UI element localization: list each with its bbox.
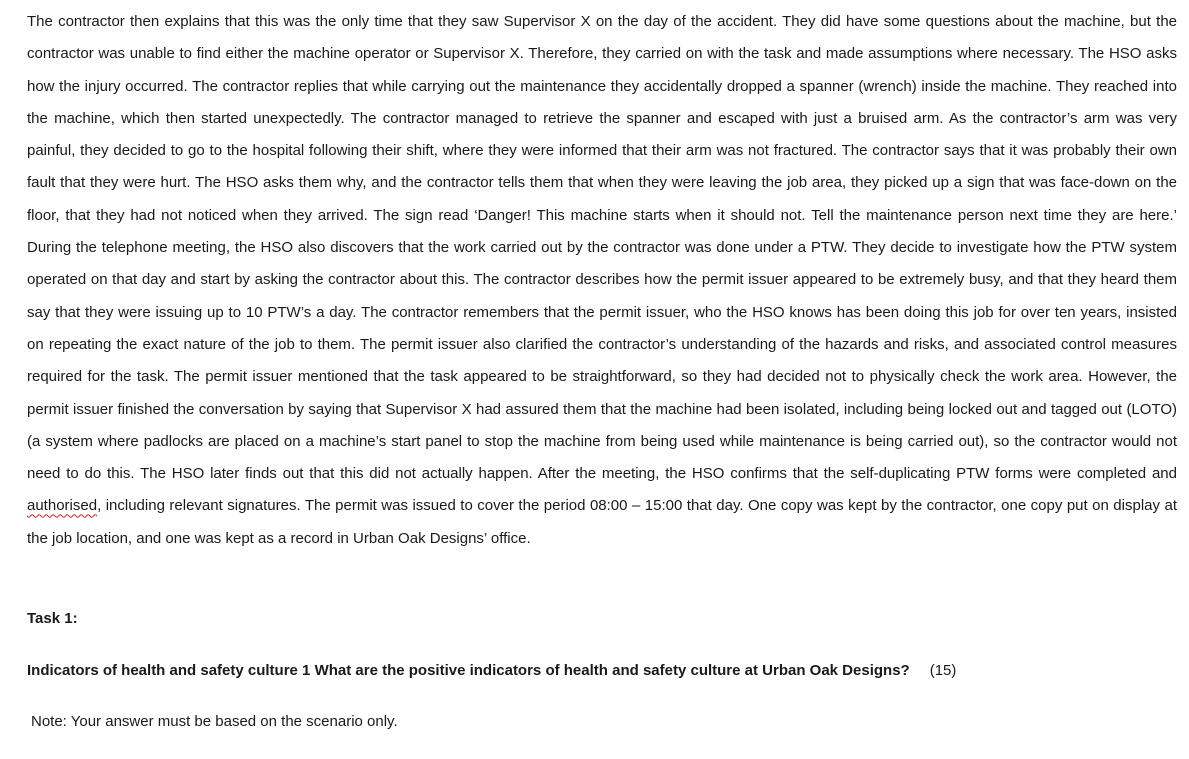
misspelled-word[interactable]: authorised (27, 497, 98, 515)
scenario-text-part1: The contractor then explains that this was the only time that they saw Supervisor X on the day of the accident. They did have some questions about the machine, but the contractor was unable to find either the machine operator or Supervisor X. Therefore, they carried on with the task and made assumptions where necessary. The HSO asks how the injury occurred. The contractor replies that while carrying out the maintenance they accidentally dropped a spanner (wrench) inside the machine. They reached into the machine, which then started unexpectedly. The contractor managed to retrieve the spanner and escaped with just a bruised arm. As the contractor’s arm was very painful, they decided to go to the hospital following their shift, where they were informed that their arm was not fractured. The contractor says that it was probably their own fault that they were hurt. The HSO asks them why, and the contractor tells them that when they were leaving the job area, they picked up a sign that was face-down on the floor, that they had not noticed when they arrived. The sign read ‘Danger! This machine starts when it should not. Tell the maintenance person next time they are here.’ During the telephone meeting, the HSO also discovers that the work carried out by the contractor was done under a PTW. They decide to investigate how the PTW system operated on that day and start by asking the contractor about this. The contractor describes how the permit issuer appeared to be extremely busy, and that they heard them say that they were issuing up to 10 PTW’s a day. The contractor remembers that the permit issuer, who the HSO knows has been doing this job for over ten years, insisted on repeating the exact nature of the job to them. The permit issuer also clarified the contractor’s understanding of the hazards and risks, and associated control measures required for the task. The permit issuer mentioned that the task appeared to be straightforward, so they had decided not to physically check the work area. However, the permit issuer finished the conversation by saying that Supervisor X had assured them that the machine had been isolated, including being locked out and tagged out (LOTO) (a system where padlocks are placed on a machine’s start panel to stop the machine from being used while maintenance is being carried out), so the contractor would not need to do this. The HSO later finds out that this did not actually happen. After the meeting, the HSO confirms that the self-duplicating PTW forms were completed and (27, 13, 1177, 483)
answer-note: Note: Your answer must be based on the scenario only. (31, 713, 398, 730)
task-heading: Task 1: (27, 610, 78, 627)
scenario-text-part2: , including relevant signatures. The permit was issued to cover the period 08:00 – 15:00 that day. One copy was kept by the contractor, one copy put on display at the job location, and one was kept as a record in Urban Oak Designs’ office. (27, 497, 1177, 547)
question-marks: (15) (929, 662, 957, 679)
question-text: Indicators of health and safety culture 1 What are the positive indicators of health and safety culture at Urban Oak Designs? (27, 662, 910, 679)
scenario-paragraph (27, 6, 1177, 555)
task-question (27, 662, 956, 679)
